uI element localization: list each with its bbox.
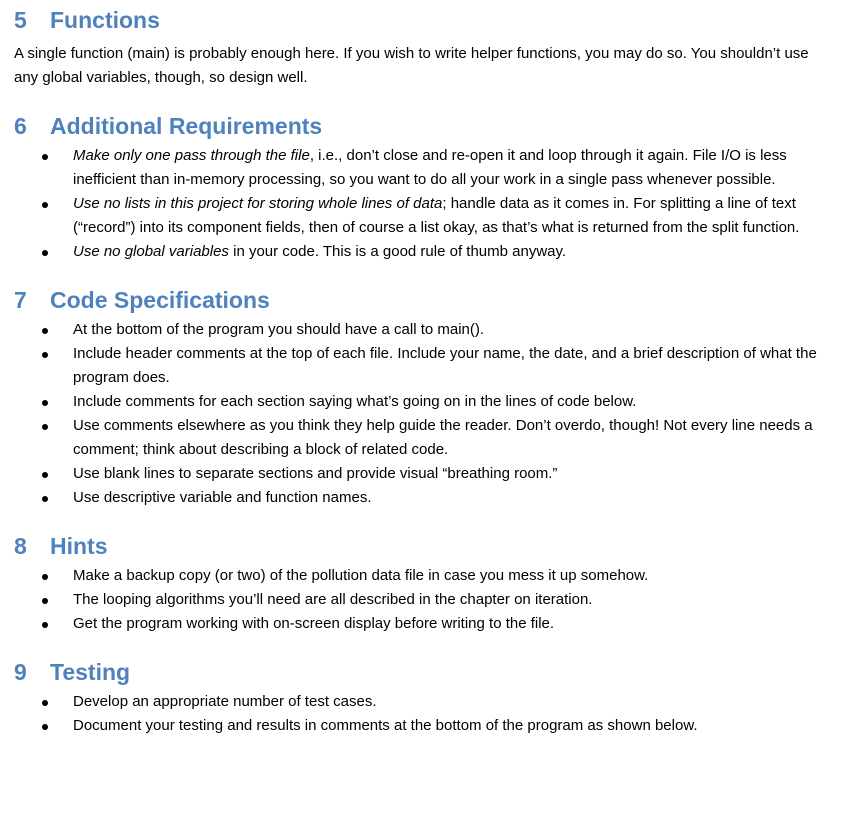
list-item: [14, 318, 826, 342]
section-heading: [14, 6, 826, 34]
bullet-icon: [42, 700, 48, 706]
bullet-icon: [42, 400, 48, 406]
section-number: 7: [14, 287, 27, 313]
section-functions: [14, 6, 826, 90]
list-item-text: Include comments for each section saying what’s going on in the lines of code below.: [73, 393, 637, 410]
section-title: Additional Requirements: [50, 113, 323, 139]
list-item-emphasis: Make only one pass through the file: [73, 147, 310, 164]
section-number: 6: [14, 113, 27, 139]
section-code-specifications: [14, 286, 826, 510]
list-item-text: Get the program working with on-screen display before writing to the file.: [73, 615, 555, 632]
bullet-icon: [42, 622, 48, 628]
list-item: [14, 486, 826, 510]
section-heading: [14, 112, 826, 140]
section-title: Testing: [50, 659, 131, 685]
bullet-icon: [42, 154, 48, 160]
section-heading: [14, 532, 826, 560]
section-paragraph: A single function (main) is probably enough here. If you wish to write helper functions, you may do so. You shouldn’t use any global variables, though, so design well.: [14, 45, 809, 86]
list-item-text: The looping algorithms you’ll need are all described in the chapter on iteration.: [73, 591, 593, 608]
list-item-text: Use descriptive variable and function names.: [73, 489, 372, 506]
list-item-text: Use comments elsewhere as you think they help guide the reader. Don’t overdo, though! Not every line needs a comment; think about describing a block of related code.: [73, 417, 813, 458]
list-item-text: Include header comments at the top of each file. Include your name, the date, and a brief description of what the program does.: [73, 345, 817, 386]
list-item-text: Make a backup copy (or two) of the pollution data file in case you mess it up somehow.: [73, 567, 649, 584]
section-testing: [14, 658, 826, 738]
bullet-list: [14, 564, 826, 636]
section-number: 8: [14, 533, 27, 559]
section-title: Functions: [50, 7, 160, 33]
list-item-text: , i.e., don’t close and re-open it and loop through it again. File I/O is less inefficient than in-memory processing, so you want to do all your work in a single pass whenever possible.: [73, 147, 787, 188]
list-item: [14, 240, 826, 264]
bullet-icon: [42, 202, 48, 208]
section-heading: [14, 286, 826, 314]
bullet-icon: [42, 328, 48, 334]
bullet-icon: [42, 496, 48, 502]
list-item-text: At the bottom of the program you should have a call to main().: [73, 321, 485, 338]
list-item: [14, 564, 826, 588]
list-item: [14, 192, 826, 240]
bullet-icon: [42, 352, 48, 358]
section-title: Hints: [50, 533, 108, 559]
list-item-text: in your code. This is a good rule of thumb anyway.: [228, 243, 567, 260]
section-number: 9: [14, 659, 27, 685]
list-item: [14, 390, 826, 414]
section-title: Code Specifications: [50, 287, 270, 313]
section-additional-requirements: [14, 112, 826, 264]
list-item: [14, 342, 826, 390]
section-number: 5: [14, 7, 27, 33]
bullet-icon: [42, 250, 48, 256]
list-item: [14, 144, 826, 192]
bullet-icon: [42, 424, 48, 430]
list-item-emphasis: Use no lists in this project for storing whole lines of data: [73, 195, 443, 212]
list-item: [14, 414, 826, 462]
bullet-list: [14, 144, 826, 264]
list-item: [14, 462, 826, 486]
list-item: [14, 612, 826, 636]
list-item-emphasis: Use no global variables: [73, 243, 229, 260]
list-item-text: ; handle data as it comes in. For splitting a line of text (“record”) into its component fields, then of course a list okay, as that’s what is returned from the split function.: [73, 195, 800, 236]
list-item: [14, 714, 826, 738]
bullet-list: [14, 318, 826, 510]
bullet-list: [14, 690, 826, 738]
list-item-text: Use blank lines to separate sections and provide visual “breathing room.”: [73, 465, 558, 482]
list-item-text: Develop an appropriate number of test cases.: [73, 693, 377, 710]
section-heading: [14, 658, 826, 686]
bullet-icon: [42, 472, 48, 478]
bullet-icon: [42, 598, 48, 604]
bullet-icon: [42, 574, 48, 580]
list-item: [14, 588, 826, 612]
section-hints: [14, 532, 826, 636]
bullet-icon: [42, 724, 48, 730]
list-item-text: Document your testing and results in comments at the bottom of the program as shown below.: [73, 717, 698, 734]
list-item: [14, 690, 826, 714]
